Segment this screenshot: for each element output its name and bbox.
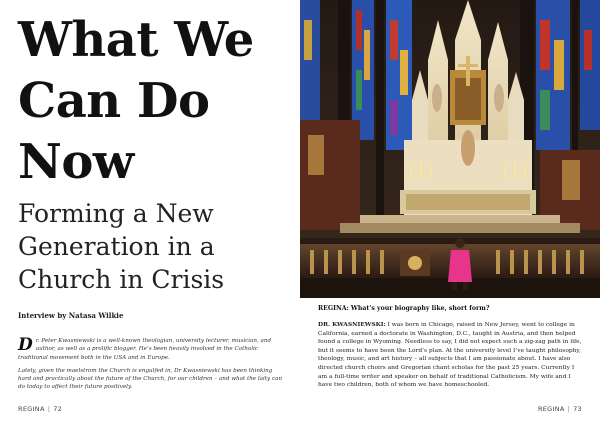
title-line-3: Now xyxy=(18,134,134,190)
intro-paragraph-1 xyxy=(18,337,284,362)
drop-cap: D xyxy=(18,335,33,355)
footer-right xyxy=(538,405,582,413)
interview-question: REGINA: What’s your biography like, short form? xyxy=(318,305,490,312)
footer-separator: | xyxy=(47,405,51,413)
footer-magazine-name: REGINA xyxy=(18,405,45,413)
footer-separator: | xyxy=(567,405,571,413)
page-number: 72 xyxy=(53,405,63,413)
answer-speaker: DR. KWASNIEWSKI: xyxy=(318,321,386,328)
interview-answer xyxy=(318,321,584,390)
subtitle-line-2: Generation in a xyxy=(18,232,215,261)
footer-left xyxy=(18,405,62,413)
article-subtitle xyxy=(18,197,298,296)
intro-paragraph-1-text: r. Peter Kwasniewski is a well-known theologian, university lecturer, musician, and author, as well as a prolific blogger. He’s been heavily involved in the Catholic traditional movement both in the USA and in Europe. xyxy=(18,338,272,361)
intro-paragraph-2: Lately, given the maelstrom the Church is engulfed in, Dr Kwasniewski has been thinking hard and practically about the future of the Church, for our children – and what the laity can do today to affect their future positively. xyxy=(18,367,283,391)
article-title xyxy=(18,10,298,193)
intro-text xyxy=(18,337,284,397)
page-number: 73 xyxy=(573,405,582,413)
title-line-2: Can Do xyxy=(18,73,210,129)
subtitle-line-1: Forming a New xyxy=(18,199,214,228)
church-altar-photo xyxy=(300,0,600,298)
answer-text: I was born in Chicago, raised in New Jersey, went to college in California, earned a doctorate in Washington, D.C., taught in Austria, and then helped found a college in Wyoming. Needless to say, I did not expect such a zig-zag path in life, but it seems to have been the Lord’s plan. At the university level I’ve taught philosophy, theology, music, and art history – all subjects that I am passionate about. I have also directed church choirs and Gregorian chant scholas for the past 25 years. Currently I am a full-time writer and speaker on behalf of traditional Catholicism. My wife and I have two children, both of whom we have homeschooled. xyxy=(318,322,582,389)
footer-magazine-name: REGINA xyxy=(537,405,565,413)
byline: Interview by Natasa Wilkie xyxy=(18,311,124,320)
subtitle-line-3: Church in Crisis xyxy=(18,265,225,294)
title-line-1: What We xyxy=(18,12,254,68)
